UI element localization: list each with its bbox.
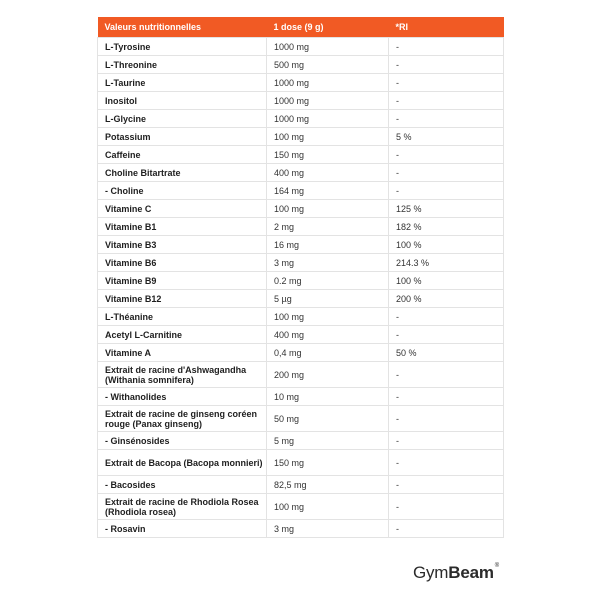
table-row (98, 290, 504, 308)
table-row (98, 272, 504, 290)
nutrient-name: L-Threonine (98, 56, 267, 74)
dose-value: 5 µg (267, 290, 389, 308)
nutrient-name: Vitamine B6 (98, 254, 267, 272)
nutrition-table (97, 17, 504, 538)
dose-value: 50 mg (267, 406, 389, 432)
table-row (98, 146, 504, 164)
ri-value: - (389, 182, 504, 200)
dose-value: 82,5 mg (267, 476, 389, 494)
dose-value: 5 mg (267, 432, 389, 450)
nutrient-name: Inositol (98, 92, 267, 110)
dose-value: 400 mg (267, 326, 389, 344)
nutrient-name: - Withanolides (98, 388, 267, 406)
ri-value: - (389, 38, 504, 56)
table-header-row (98, 17, 504, 38)
gymbeam-logo (413, 563, 499, 583)
nutrient-name: Vitamine B9 (98, 272, 267, 290)
table-row (98, 236, 504, 254)
table-row (98, 388, 504, 406)
ri-value: - (389, 164, 504, 182)
dose-value: 3 mg (267, 254, 389, 272)
dose-value: 400 mg (267, 164, 389, 182)
dose-value: 100 mg (267, 200, 389, 218)
ri-value: - (389, 432, 504, 450)
dose-value: 0.2 mg (267, 272, 389, 290)
ri-value: 125 % (389, 200, 504, 218)
ri-value: - (389, 56, 504, 74)
table-row (98, 92, 504, 110)
table-row (98, 326, 504, 344)
ri-value: - (389, 110, 504, 128)
dose-value: 200 mg (267, 362, 389, 388)
ri-value: - (389, 92, 504, 110)
table-row (98, 476, 504, 494)
table-row (98, 56, 504, 74)
table-row (98, 182, 504, 200)
nutrient-name: Vitamine B12 (98, 290, 267, 308)
ri-value: - (389, 146, 504, 164)
ri-value: - (389, 476, 504, 494)
dose-value: 10 mg (267, 388, 389, 406)
ri-value: - (389, 362, 504, 388)
ri-value: 200 % (389, 290, 504, 308)
table-row (98, 128, 504, 146)
header-ri: *RI (389, 17, 504, 38)
nutrient-name: L-Tyrosine (98, 38, 267, 56)
table-row (98, 218, 504, 236)
table-row (98, 406, 504, 432)
nutrient-name: Potassium (98, 128, 267, 146)
table-row (98, 344, 504, 362)
table-row (98, 74, 504, 92)
ri-value: - (389, 308, 504, 326)
dose-value: 2 mg (267, 218, 389, 236)
nutrient-name: - Ginsénosides (98, 432, 267, 450)
nutrient-name: Vitamine A (98, 344, 267, 362)
logo-part-gym: Gym (412, 563, 449, 582)
nutrient-name: Vitamine B3 (98, 236, 267, 254)
ri-value: - (389, 406, 504, 432)
dose-value: 150 mg (267, 450, 389, 476)
dose-value: 16 mg (267, 236, 389, 254)
dose-value: 100 mg (267, 494, 389, 520)
nutrient-name: L-Théanine (98, 308, 267, 326)
dose-value: 150 mg (267, 146, 389, 164)
dose-value: 164 mg (267, 182, 389, 200)
dose-value: 0,4 mg (267, 344, 389, 362)
dose-value: 1000 mg (267, 74, 389, 92)
ri-value: 50 % (389, 344, 504, 362)
ri-value: - (389, 520, 504, 538)
table-row (98, 450, 504, 476)
dose-value: 1000 mg (267, 38, 389, 56)
nutrient-name: Acetyl L-Carnitine (98, 326, 267, 344)
ri-value: - (389, 74, 504, 92)
table-row (98, 38, 504, 56)
nutrient-name: Extrait de racine de Rhodiola Rosea (Rhodiola rosea) (98, 494, 267, 520)
table-row (98, 308, 504, 326)
nutrient-name: Caffeine (98, 146, 267, 164)
dose-value: 1000 mg (267, 92, 389, 110)
table-row (98, 200, 504, 218)
nutrient-name: Vitamine B1 (98, 218, 267, 236)
dose-value: 100 mg (267, 128, 389, 146)
nutrient-name: L-Glycine (98, 110, 267, 128)
nutrient-name: Choline Bitartrate (98, 164, 267, 182)
ri-value: - (389, 450, 504, 476)
table-row (98, 362, 504, 388)
ri-value: - (389, 326, 504, 344)
table-row (98, 494, 504, 520)
dose-value: 3 mg (267, 520, 389, 538)
table-row (98, 432, 504, 450)
nutrient-name: - Choline (98, 182, 267, 200)
table-row (98, 520, 504, 538)
ri-value: 5 % (389, 128, 504, 146)
nutrient-name: Extrait de racine de ginseng coréen rouge (Panax ginseng) (98, 406, 267, 432)
ri-value: 100 % (389, 236, 504, 254)
nutrient-name: Extrait de racine d'Ashwagandha (Withania somnifera) (98, 362, 267, 388)
nutrient-name: L-Taurine (98, 74, 267, 92)
nutrient-name: - Rosavin (98, 520, 267, 538)
nutrient-name: Vitamine C (98, 200, 267, 218)
nutrient-name: - Bacosides (98, 476, 267, 494)
ri-value: - (389, 388, 504, 406)
ri-value: 100 % (389, 272, 504, 290)
header-dose: 1 dose (9 g) (267, 17, 389, 38)
header-nutrient: Valeurs nutritionnelles (98, 17, 267, 38)
table-row (98, 164, 504, 182)
dose-value: 500 mg (267, 56, 389, 74)
dose-value: 1000 mg (267, 110, 389, 128)
table-row (98, 254, 504, 272)
dose-value: 100 mg (267, 308, 389, 326)
nutrient-name: Extrait de Bacopa (Bacopa monnieri) (98, 450, 267, 476)
ri-value: 182 % (389, 218, 504, 236)
logo-part-beam: Beam (448, 563, 494, 582)
logo-registered-mark: ® (494, 563, 499, 569)
ri-value: - (389, 494, 504, 520)
table-row (98, 110, 504, 128)
ri-value: 214.3 % (389, 254, 504, 272)
